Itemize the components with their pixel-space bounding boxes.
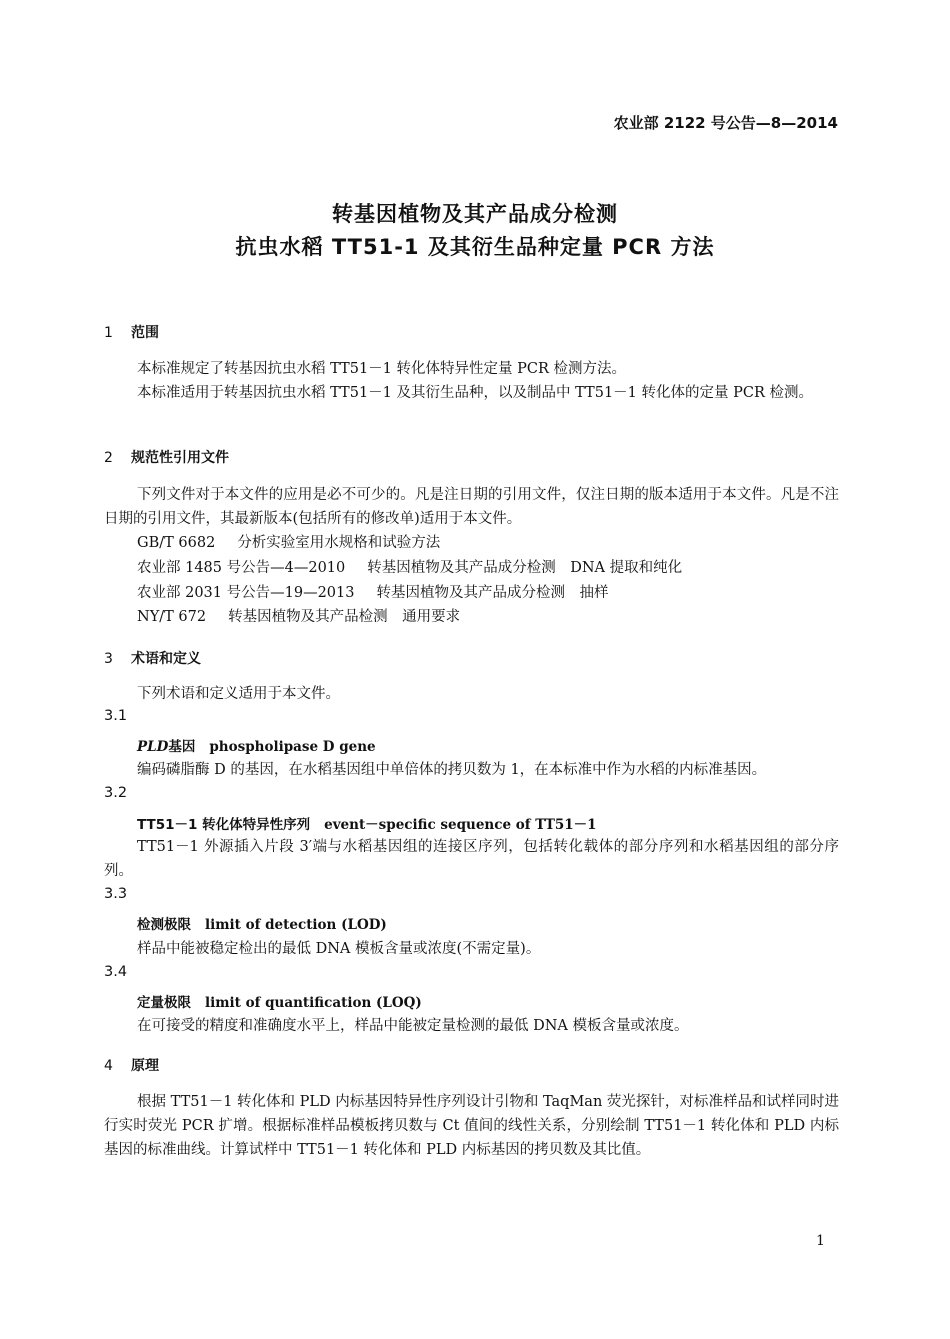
document-id: 农业部 2122 号公告—8—2014 bbox=[613, 114, 838, 132]
reference-item bbox=[137, 531, 440, 555]
title-line-2: 抗虫水稻 TT51-1 及其衍生品种定量 PCR 方法 bbox=[235, 235, 715, 259]
section-2-intro: 下列文件对于本文件的应用是必不可少的。凡是注日期的引用文件，仅注日期的版本适用于本文件。凡是不注日期的引用文件，其最新版本(包括所有的修改单)适用于本文件。 bbox=[104, 487, 839, 527]
section-title: 范围 bbox=[131, 325, 159, 341]
term-number: 3.3 bbox=[104, 886, 128, 902]
reference-name: 转基因植物及其产品成分检测 DNA 提取和纯化 bbox=[367, 560, 683, 576]
section-number: 2 bbox=[104, 450, 113, 466]
term-heading bbox=[137, 913, 387, 933]
term-chinese: 基因 bbox=[168, 739, 196, 755]
term-heading bbox=[137, 735, 376, 755]
section-2-heading bbox=[104, 447, 229, 467]
section-1-heading bbox=[104, 322, 159, 342]
section-title: 规范性引用文件 bbox=[131, 450, 229, 466]
section-number: 1 bbox=[104, 325, 113, 341]
title-line-1: 转基因植物及其产品成分检测 bbox=[332, 202, 618, 226]
term-number: 3.2 bbox=[104, 785, 128, 801]
term-chinese: 检测极限 bbox=[137, 917, 191, 933]
section-4-paragraph: 根据 TT51－1 转化体和 PLD 内标基因特异性序列设计引物和 TaqMan 荧光探针，对标准样品和试样同时进行实时荧光 PCR 扩增。根据标准样品模板拷贝数与 Ct 值间的线性关系，分别绘制 TT51－1 转化体和 PLD 内标基因的标准曲线。计算试样中 TT51－1 转化体和 PLD 内标基因的拷贝数及其比值。 bbox=[104, 1094, 839, 1158]
reference-code: GB/T 6682 bbox=[137, 535, 216, 551]
term-definition: 编码磷脂酶 D 的基因，在水稻基因组中单倍体的拷贝数为 1，在本标准中作为水稻的内标准基因。 bbox=[137, 762, 767, 778]
section-3-intro: 下列术语和定义适用于本文件。 bbox=[137, 686, 340, 702]
section-number: 4 bbox=[104, 1058, 113, 1074]
reference-name: 转基因植物及其产品检测 通用要求 bbox=[228, 609, 461, 625]
reference-code: NY/T 672 bbox=[137, 609, 207, 625]
term-heading bbox=[137, 813, 597, 833]
reference-code: 农业部 2031 号公告—19—2013 bbox=[137, 585, 355, 601]
term-chinese: 定量极限 bbox=[137, 995, 191, 1011]
section-title: 原理 bbox=[131, 1058, 159, 1074]
term-english: limit of quantification (LOQ) bbox=[205, 995, 422, 1011]
term-english: event－specific sequence of TT51－1 bbox=[324, 817, 597, 833]
section-3-heading bbox=[104, 648, 201, 668]
term-chinese: TT51－1 转化体特异性序列 bbox=[137, 817, 311, 833]
reference-item bbox=[137, 556, 682, 580]
term-heading bbox=[137, 991, 422, 1011]
section-4-heading bbox=[104, 1055, 159, 1075]
reference-item bbox=[137, 581, 608, 605]
reference-name: 转基因植物及其产品成分检测 抽样 bbox=[376, 585, 609, 601]
term-gene-symbol: PLD bbox=[137, 739, 169, 755]
section-title: 术语和定义 bbox=[131, 651, 201, 667]
term-english: phospholipase D gene bbox=[209, 739, 376, 755]
section-number: 3 bbox=[104, 651, 113, 667]
term-definition: 样品中能被稳定检出的最低 DNA 模板含量或浓度(不需定量)。 bbox=[137, 941, 541, 957]
reference-item bbox=[137, 605, 460, 629]
term-definition: TT51－1 外源插入片段 3′端与水稻基因组的连接区序列，包括转化载体的部分序列和水稻基因组的部分序列。 bbox=[104, 839, 839, 879]
term-english: limit of detection (LOD) bbox=[205, 917, 387, 933]
term-number: 3.4 bbox=[104, 964, 128, 980]
section-1-paragraph-1: 本标准规定了转基因抗虫水稻 TT51－1 转化体特异性定量 PCR 检测方法。 bbox=[137, 361, 626, 377]
reference-code: 农业部 1485 号公告—4—2010 bbox=[137, 560, 346, 576]
term-number: 3.1 bbox=[104, 708, 128, 724]
term-definition: 在可接受的精度和准确度水平上，样品中能被定量检测的最低 DNA 模板含量或浓度。 bbox=[137, 1018, 689, 1034]
page-number: 1 bbox=[816, 1233, 825, 1249]
section-1-paragraph-2: 本标准适用于转基因抗虫水稻 TT51－1 及其衍生品种，以及制品中 TT51－1 转化体的定量 PCR 检测。 bbox=[137, 385, 813, 401]
reference-name: 分析实验室用水规格和试验方法 bbox=[237, 535, 441, 551]
